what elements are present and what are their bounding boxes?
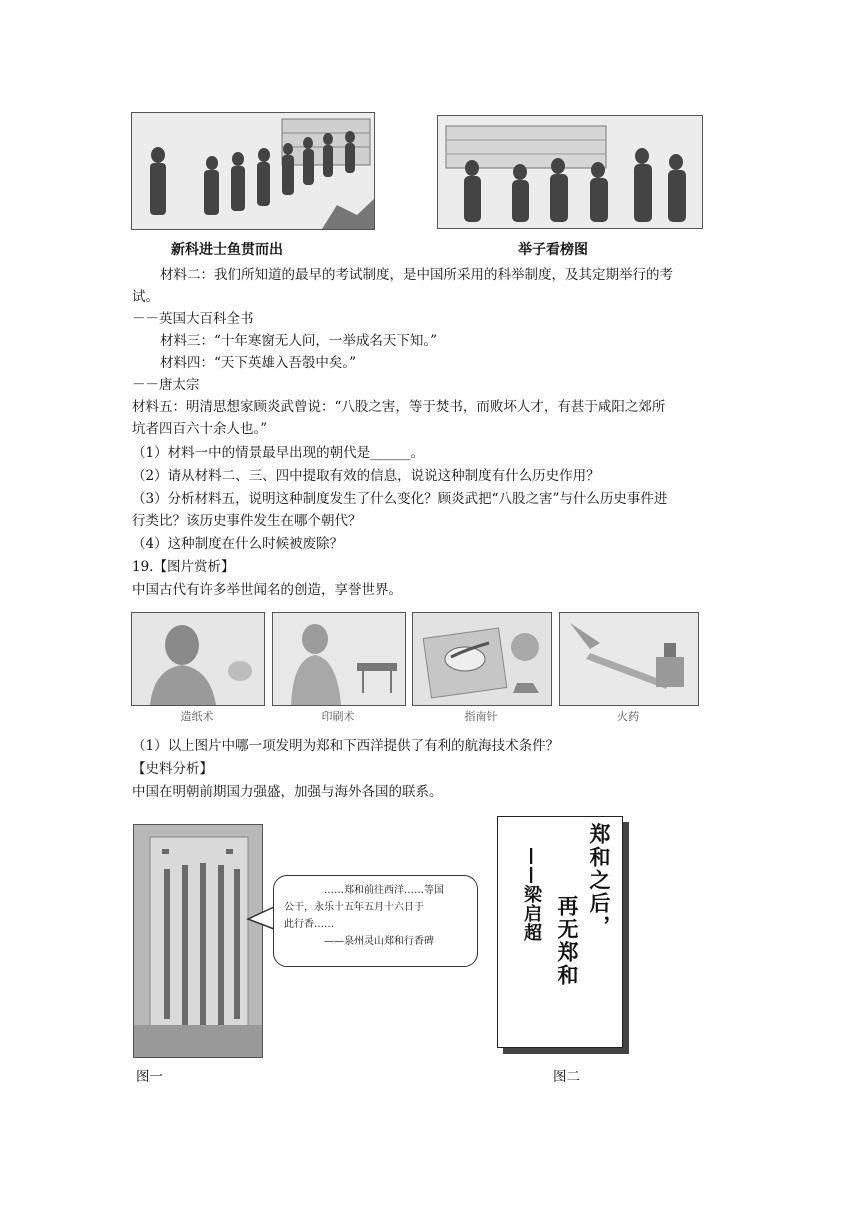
inventions-strip: [131, 612, 698, 724]
gunpowder-icon: [560, 613, 698, 705]
invention-label-gunpowder: 火药: [617, 710, 639, 723]
material2-source: －－英国大百科全书: [132, 311, 254, 327]
bubble-line-1: ……郑和前往西洋……等国: [324, 885, 444, 896]
image-jinshi-procession: [131, 112, 375, 230]
question-3-line2: 行类比？该历史事件发生在哪个朝代？: [132, 513, 362, 529]
q19-intro: 中国古代有许多举世闻名的创造，享誉世界。: [132, 582, 402, 598]
q19-question-1: （1）以上图片中哪一项发明为郑和下西洋提供了有利的航海技术条件？: [132, 738, 560, 754]
material2-line2: 试。: [132, 289, 159, 305]
caption-kanbang: 举子看榜图: [518, 242, 588, 258]
figure1-label: 图一: [136, 1069, 163, 1085]
caption-jinshi: 新科进士鱼贯而出: [171, 242, 283, 258]
material5-line2: 坑者四百六十余人也。”: [132, 421, 268, 437]
figure2-label: 图二: [553, 1069, 580, 1085]
speech-bubble: [273, 875, 478, 967]
illustration-kanbang: [438, 116, 702, 228]
invention-printing-image: [272, 612, 406, 706]
invention-paper-image: [131, 612, 265, 706]
question-3-line1: （3）分析材料五，说明这种制度发生了什么变化？顾炎武把“八股之害”与什么历史事件进: [132, 491, 668, 507]
stele-icon: [134, 825, 262, 1057]
invention-label-paper: 造纸术: [180, 710, 214, 723]
quote-col-2: 再无郑和: [555, 895, 579, 987]
question-1: （1）材料一中的情景最早出现的朝代是______。: [132, 445, 425, 461]
invention-gunpowder-image: [559, 612, 699, 706]
compass-icon: [413, 613, 551, 705]
stele-photo: [133, 824, 263, 1058]
invention-label-printing: 印刷术: [321, 710, 355, 723]
bubble-line-3: 此行香……: [284, 919, 334, 930]
invention-compass-image: [412, 612, 552, 706]
quote-col-3: ——梁启超: [521, 847, 542, 942]
invention-label-compass: 指南针: [464, 710, 498, 723]
q19-heading: 19.【图片赏析】: [132, 559, 235, 575]
illustration-jinshi: [132, 113, 374, 229]
bubble-line-2: 公干，永乐十五年五月十六日于: [284, 902, 424, 913]
quote-panel: [497, 816, 623, 1048]
material4: 材料四：“天下英雄入吾彀中矣。”: [160, 355, 357, 371]
cai-lun-icon: [132, 613, 264, 705]
material4-source: －－唐太宗: [132, 377, 200, 393]
material5-line1: 材料五：明清思想家顾炎武曾说：“八股之害，等于焚书，而败坏人才，有甚于咸阳之郊所: [132, 399, 666, 415]
analysis-intro: 中国在明朝前期国力强盛，加强与海外各国的联系。: [132, 784, 443, 800]
question-4: （4）这种制度在什么时候被废除？: [132, 536, 344, 552]
material3: 材料三：“十年寒窗无人问，一举成名天下知。”: [160, 333, 438, 349]
bi-sheng-icon: [273, 613, 405, 705]
analysis-heading: 【史料分析】: [132, 761, 213, 777]
question-2: （2）请从材料二、三、四中提取有效的信息，说说这种制度有什么历史作用？: [132, 468, 600, 484]
speech-bubble-tail: [246, 903, 276, 933]
image-juzi-viewing-list: [437, 115, 703, 229]
quote-col-1: 郑和之后，: [587, 823, 611, 938]
bubble-source: ——泉州灵山郑和行香碑: [324, 936, 434, 947]
material2-line1: 材料二：我们所知道的最早的考试制度，是中国所采用的科举制度，及其定期举行的考: [160, 267, 673, 283]
